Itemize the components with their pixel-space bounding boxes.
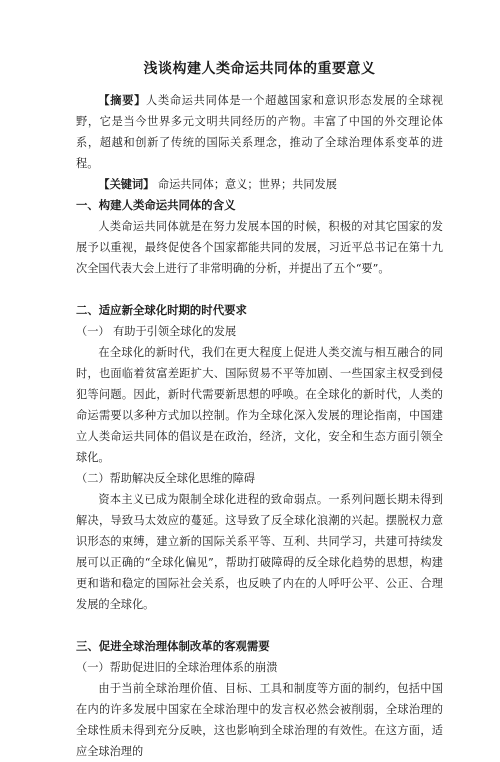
section-2-paragraph-2: 资本主义已成为限制全球化进程的致命弱点。一系列问题长期未得到解决，导致马太效应的蔓延。这导致了反全球化浪潮的兴起。摆脱权力意识形态的束缚，建立新的国际关系平等、互利、共同学习，共建可持续发展可以正确的“全球化偏见”，帮助打破障碍的反全球化趋势的思想，构建更和谐和稳定的国际社会关系，也反映了内在的人呼吁公平、公正、合理发展的全球化。 [76, 493, 443, 611]
keywords-text: 命运共同体；意义；世界；共同发展 [154, 178, 337, 191]
section-3-heading: 三、促进全球治理体制改革的客观需要 [76, 639, 270, 653]
section-3-subheading-1: （一）帮助促进旧的全球治理体系的崩溃 [76, 661, 278, 674]
section-1-heading: 一、构建人类命运共同体的含义 [76, 198, 236, 212]
section-3-paragraph-1: 由于当前全球治理价值、目标、工具和制度等方面的制约，包括中国在内的许多发展中国家在全球治理中的发言权必然会被削弱，全球治理的全球性质未得到充分反映，这也影响到全球治理的有效性。在这方面，适应全球治理的 [76, 682, 443, 758]
abstract-paragraph [76, 90, 443, 174]
abstract-label: 【摘要】 [98, 93, 147, 107]
keywords-line [76, 174, 443, 195]
document-title: 浅谈构建人类命运共同体的重要意义 [143, 61, 376, 77]
section-2-paragraph-1: 在全球化的新时代，我们在更大程度上促进人类交流与相互融合的同时，也面临着贫富差距扩大、国际贸易不平等加剧、一些国家主权受到侵犯等问题。因此，新时代需要新思想的呼唤。在全球化的新时代，人类的命运需要以多种方式加以控制。作为全球化深入发展的理论指南，中国建立人类命运共同体的倡议是在政治，经济，文化，安全和生态方面引领全球化。 [76, 346, 443, 464]
spacer [76, 615, 443, 636]
section-2-subheading-2: （二）帮助解决反全球化思维的障碍 [76, 472, 256, 485]
abstract-text: 人类命运共同体是一个超越国家和意识形态发展的全球视野，它是当今世界多元文明共同经历的产物。丰富了中国的外交理论体系，超越和创新了传统的国际关系理念，推动了全球治理体系变革的进程。 [76, 94, 443, 170]
keywords-label: 【关键词】 [98, 177, 155, 191]
section-2-subheading-1: （一） 有助于引领全球化的发展 [76, 325, 237, 338]
section-1-paragraph: 人类命运共同体就是在努力发展本国的时候，积极的对其它国家的发展予以重视，最终促使各个国家都能共同的发展，习近平总书记在第十九次全国代表大会上进行了非常明确的分析，并提出了五个“要”。 [76, 220, 443, 275]
section-2-heading: 二、适应新全球化时期的时代要求 [76, 303, 247, 317]
spacer [76, 279, 443, 300]
